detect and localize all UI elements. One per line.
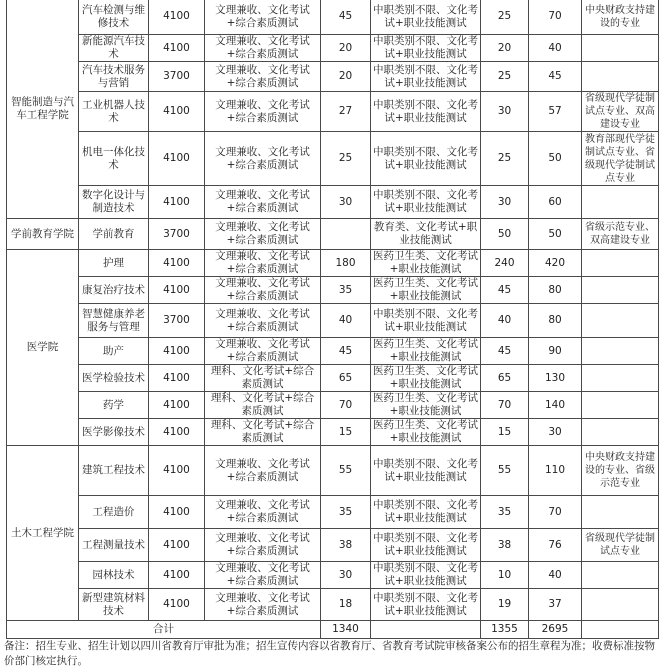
total-cell: 76 xyxy=(529,529,582,562)
vocational-plan-cell: 240 xyxy=(481,250,529,277)
vocational-mode-cell: 中职类别不限、文化考试+职业技能测试 xyxy=(371,496,481,529)
table-row xyxy=(7,0,659,35)
major-cell: 园林技术 xyxy=(79,562,149,589)
ordinary-mode-cell: 理科、文化考试+综合素质测试 xyxy=(205,365,321,392)
major-cell: 护理 xyxy=(79,250,149,277)
ordinary-mode-cell: 文理兼收、文化考试+综合素质测试 xyxy=(205,35,321,62)
fee-cell: 4100 xyxy=(149,365,205,392)
fee-cell: 4100 xyxy=(149,92,205,132)
ordinary-mode-cell: 文理兼收、文化考试+综合素质测试 xyxy=(205,496,321,529)
major-cell: 药学 xyxy=(79,392,149,419)
note-cell: 省级现代学徒制试点专业 xyxy=(582,529,659,562)
fee-cell: 4100 xyxy=(149,250,205,277)
major-cell: 工业机器人技术 xyxy=(79,92,149,132)
vocational-plan-cell: 15 xyxy=(481,419,529,446)
ordinary-plan-cell: 25 xyxy=(321,132,371,186)
ordinary-plan-cell: 18 xyxy=(321,589,371,621)
college-cell: 智能制造与汽车工程学院 xyxy=(7,0,79,219)
vocational-mode-cell: 医药卫生类、文化考试+职业技能测试 xyxy=(371,365,481,392)
total-cell: 50 xyxy=(529,132,582,186)
fee-cell: 4100 xyxy=(149,419,205,446)
major-cell: 助产 xyxy=(79,338,149,365)
fee-cell: 4100 xyxy=(149,277,205,304)
note-cell: 教育部现代学徒制试点专业、省级现代学徒制试点专业 xyxy=(582,132,659,186)
table-row xyxy=(7,62,659,92)
ordinary-plan-cell: 45 xyxy=(321,338,371,365)
table-row xyxy=(7,250,659,277)
table-row xyxy=(7,132,659,186)
ordinary-mode-cell: 文理兼收、文化考试+综合素质测试 xyxy=(205,304,321,338)
ordinary-mode-cell: 理科、文化考试+综合素质测试 xyxy=(205,392,321,419)
vocational-mode-cell: 教育类、文化考试+职业技能测试 xyxy=(371,219,481,250)
fee-cell: 4100 xyxy=(149,529,205,562)
table-row xyxy=(7,496,659,529)
ordinary-mode-cell: 文理兼收、文化考试+综合素质测试 xyxy=(205,250,321,277)
vocational-plan-cell: 20 xyxy=(481,35,529,62)
vocational-mode-cell: 中职类别不限、文化考试+职业技能测试 xyxy=(371,589,481,621)
note-cell: 中央财政支持建设的专业 xyxy=(582,0,659,35)
vocational-mode-cell: 医药卫生类、文化考试+职业技能测试 xyxy=(371,419,481,446)
note-cell xyxy=(582,496,659,529)
total-ordinary-plan-cell: 1340 xyxy=(321,621,371,639)
ordinary-mode-cell: 文理兼收、文化考试+综合素质测试 xyxy=(205,529,321,562)
total-cell: 70 xyxy=(529,0,582,35)
vocational-plan-cell: 65 xyxy=(481,365,529,392)
note-cell xyxy=(582,589,659,621)
table-row xyxy=(7,419,659,446)
vocational-mode-cell: 中职类别不限、文化考试+职业技能测试 xyxy=(371,562,481,589)
ordinary-plan-cell: 40 xyxy=(321,304,371,338)
table-row xyxy=(7,219,659,250)
fee-cell: 4100 xyxy=(149,132,205,186)
major-cell: 工程测量技术 xyxy=(79,529,149,562)
table-row xyxy=(7,365,659,392)
vocational-mode-cell: 中职类别不限、文化考试+职业技能测试 xyxy=(371,446,481,496)
vocational-mode-cell: 中职类别不限、文化考试+职业技能测试 xyxy=(371,132,481,186)
total-cell: 90 xyxy=(529,338,582,365)
fee-cell: 4100 xyxy=(149,0,205,35)
table-row xyxy=(7,392,659,419)
note-cell: 省级现代学徒制试点专业、双高建设专业 xyxy=(582,92,659,132)
ordinary-plan-cell: 15 xyxy=(321,419,371,446)
vocational-mode-cell: 中职类别不限、文化考试+职业技能测试 xyxy=(371,35,481,62)
total-cell: 50 xyxy=(529,219,582,250)
vocational-plan-cell: 19 xyxy=(481,589,529,621)
fee-cell: 4100 xyxy=(149,589,205,621)
total-cell: 110 xyxy=(529,446,582,496)
ordinary-plan-cell: 35 xyxy=(321,496,371,529)
total-label-cell: 合计 xyxy=(7,621,321,639)
vocational-plan-cell: 70 xyxy=(481,392,529,419)
vocational-plan-cell: 50 xyxy=(481,219,529,250)
vocational-mode-cell: 医药卫生类、文化考试+职业技能测试 xyxy=(371,250,481,277)
vocational-plan-cell: 38 xyxy=(481,529,529,562)
ordinary-plan-cell: 20 xyxy=(321,35,371,62)
table-row xyxy=(7,446,659,496)
total-cell: 57 xyxy=(529,92,582,132)
note-cell xyxy=(582,304,659,338)
ordinary-mode-cell: 文理兼收、文化考试+综合素质测试 xyxy=(205,277,321,304)
ordinary-mode-cell: 文理兼收、文化考试+综合素质测试 xyxy=(205,186,321,219)
major-cell: 康复治疗技术 xyxy=(79,277,149,304)
vocational-plan-cell: 45 xyxy=(481,277,529,304)
fee-cell: 3700 xyxy=(149,304,205,338)
ordinary-mode-cell: 理科、文化考试+综合素质测试 xyxy=(205,419,321,446)
total-cell: 130 xyxy=(529,365,582,392)
fee-cell: 4100 xyxy=(149,562,205,589)
vocational-mode-cell: 中职类别不限、文化考试+职业技能测试 xyxy=(371,304,481,338)
ordinary-mode-cell: 文理兼收、文化考试+综合素质测试 xyxy=(205,219,321,250)
ordinary-plan-cell xyxy=(321,219,371,250)
table-row xyxy=(7,277,659,304)
ordinary-mode-cell: 文理兼收、文化考试+综合素质测试 xyxy=(205,0,321,35)
major-cell: 医学影像技术 xyxy=(79,419,149,446)
note-cell xyxy=(582,392,659,419)
note-cell xyxy=(582,562,659,589)
major-cell: 新能源汽车技术 xyxy=(79,35,149,62)
table-row xyxy=(7,562,659,589)
note-cell xyxy=(582,338,659,365)
note-cell xyxy=(582,250,659,277)
fee-cell: 4100 xyxy=(149,186,205,219)
major-cell: 建筑工程技术 xyxy=(79,446,149,496)
vocational-plan-cell: 25 xyxy=(481,0,529,35)
total-cell: 45 xyxy=(529,62,582,92)
vocational-mode-cell: 中职类别不限、文化考试+职业技能测试 xyxy=(371,92,481,132)
vocational-plan-cell: 40 xyxy=(481,304,529,338)
vocational-mode-cell: 医药卫生类、文化考试+职业技能测试 xyxy=(371,392,481,419)
note-cell: 中央财政支持建设的专业、省级示范专业 xyxy=(582,446,659,496)
major-cell: 汽车检测与维修技术 xyxy=(79,0,149,35)
total-cell: 30 xyxy=(529,419,582,446)
note-cell xyxy=(582,35,659,62)
total-cell: 420 xyxy=(529,250,582,277)
table-row xyxy=(7,589,659,621)
major-cell: 机电一体化技术 xyxy=(79,132,149,186)
vocational-mode-cell: 中职类别不限、文化考试+职业技能测试 xyxy=(371,0,481,35)
note-cell xyxy=(582,419,659,446)
fee-cell: 4100 xyxy=(149,338,205,365)
footnote: 备注：招生专业、招生计划以四川省教育厅审批为准；招生宣传内容以省教育厅、省教育考试院审核备案公布的招生章程为准；收费标准按物价部门核定执行。 xyxy=(4,640,655,667)
ordinary-plan-cell: 20 xyxy=(321,62,371,92)
total-empty-cell xyxy=(371,621,481,639)
fee-cell: 4100 xyxy=(149,35,205,62)
total-cell: 80 xyxy=(529,304,582,338)
vocational-mode-cell: 医药卫生类、文化考试+职业技能测试 xyxy=(371,277,481,304)
vocational-plan-cell: 25 xyxy=(481,62,529,92)
total-cell: 40 xyxy=(529,35,582,62)
total-note-cell xyxy=(582,621,659,639)
fee-cell: 3700 xyxy=(149,62,205,92)
ordinary-plan-cell: 38 xyxy=(321,529,371,562)
total-cell: 60 xyxy=(529,186,582,219)
college-cell: 医学院 xyxy=(7,250,79,446)
vocational-plan-cell: 55 xyxy=(481,446,529,496)
ordinary-mode-cell: 文理兼收、文化考试+综合素质测试 xyxy=(205,62,321,92)
vocational-mode-cell: 医药卫生类、文化考试+职业技能测试 xyxy=(371,338,481,365)
ordinary-plan-cell: 30 xyxy=(321,186,371,219)
note-cell xyxy=(582,277,659,304)
table-row xyxy=(7,92,659,132)
ordinary-plan-cell: 70 xyxy=(321,392,371,419)
total-cell: 40 xyxy=(529,562,582,589)
ordinary-plan-cell: 65 xyxy=(321,365,371,392)
major-cell: 新型建筑材料技术 xyxy=(79,589,149,621)
note-cell xyxy=(582,62,659,92)
vocational-plan-cell: 10 xyxy=(481,562,529,589)
ordinary-mode-cell: 文理兼收、文化考试+综合素质测试 xyxy=(205,132,321,186)
college-cell: 学前教育学院 xyxy=(7,219,79,250)
table-body xyxy=(7,0,659,639)
ordinary-plan-cell: 45 xyxy=(321,0,371,35)
ordinary-mode-cell: 文理兼收、文化考试+综合素质测试 xyxy=(205,589,321,621)
major-cell: 工程造价 xyxy=(79,496,149,529)
note-cell xyxy=(582,186,659,219)
vocational-mode-cell: 中职类别不限、文化考试+职业技能测试 xyxy=(371,529,481,562)
ordinary-plan-cell: 55 xyxy=(321,446,371,496)
fee-cell: 4100 xyxy=(149,496,205,529)
ordinary-plan-cell: 35 xyxy=(321,277,371,304)
ordinary-mode-cell: 文理兼收、文化考试+综合素质测试 xyxy=(205,92,321,132)
total-cell: 140 xyxy=(529,392,582,419)
vocational-plan-cell: 35 xyxy=(481,496,529,529)
vocational-plan-cell: 30 xyxy=(481,92,529,132)
table-row xyxy=(7,529,659,562)
table-row xyxy=(7,186,659,219)
fee-cell: 3700 xyxy=(149,219,205,250)
ordinary-mode-cell: 文理兼收、文化考试+综合素质测试 xyxy=(205,446,321,496)
major-cell: 智慧健康养老服务与管理 xyxy=(79,304,149,338)
total-row xyxy=(7,621,659,639)
fee-cell: 4100 xyxy=(149,446,205,496)
table-row xyxy=(7,35,659,62)
ordinary-mode-cell: 文理兼收、文化考试+综合素质测试 xyxy=(205,562,321,589)
major-cell: 学前教育 xyxy=(79,219,149,250)
enrollment-plan-table xyxy=(6,0,659,639)
ordinary-mode-cell: 文理兼收、文化考试+综合素质测试 xyxy=(205,338,321,365)
total-cell: 80 xyxy=(529,277,582,304)
note-cell xyxy=(582,365,659,392)
vocational-mode-cell: 中职类别不限、文化考试+职业技能测试 xyxy=(371,186,481,219)
total-cell: 37 xyxy=(529,589,582,621)
vocational-plan-cell: 30 xyxy=(481,186,529,219)
vocational-plan-cell: 45 xyxy=(481,338,529,365)
ordinary-plan-cell: 30 xyxy=(321,562,371,589)
major-cell: 数字化设计与制造技术 xyxy=(79,186,149,219)
major-cell: 医学检验技术 xyxy=(79,365,149,392)
total-vocational-plan-cell: 1355 xyxy=(481,621,529,639)
table-row xyxy=(7,338,659,365)
grand-total-cell: 2695 xyxy=(529,621,582,639)
total-cell: 70 xyxy=(529,496,582,529)
college-cell: 土木工程学院 xyxy=(7,446,79,621)
table-row xyxy=(7,304,659,338)
ordinary-plan-cell: 180 xyxy=(321,250,371,277)
vocational-plan-cell: 25 xyxy=(481,132,529,186)
fee-cell: 4100 xyxy=(149,392,205,419)
major-cell: 汽车技术服务与营销 xyxy=(79,62,149,92)
vocational-mode-cell: 中职类别不限、文化考试+职业技能测试 xyxy=(371,62,481,92)
note-cell: 省级示范专业、双高建设专业 xyxy=(582,219,659,250)
ordinary-plan-cell: 27 xyxy=(321,92,371,132)
